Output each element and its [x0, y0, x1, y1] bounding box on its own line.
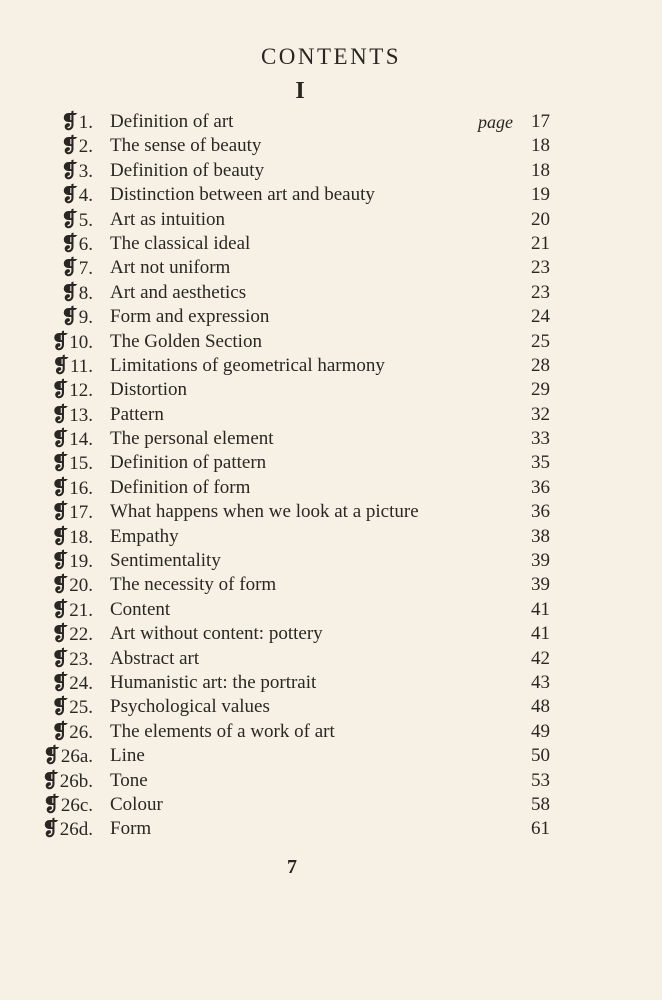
toc-entry-number: 26a. — [60, 746, 93, 768]
toc-entry — [0, 232, 662, 256]
pilcrow-icon: ❡ — [51, 574, 69, 597]
toc-entry-title: Definition of form — [110, 476, 251, 498]
section-mark — [51, 476, 93, 501]
pilcrow-icon: ❡ — [60, 281, 78, 304]
toc-entry-number: 7. — [78, 258, 93, 280]
toc-entry-number: 4. — [78, 185, 93, 207]
toc-entry-title: The necessity of form — [110, 574, 277, 596]
section-mark — [51, 720, 93, 745]
pilcrow-icon: ❡ — [43, 793, 60, 816]
toc-entry-number: 3. — [78, 160, 93, 182]
pilcrow-icon: ❡ — [51, 550, 69, 573]
toc-entry-title: Definition of beauty — [110, 159, 265, 181]
toc-entry — [0, 793, 662, 817]
pilcrow-icon: ❡ — [51, 598, 69, 621]
toc-entry-number: 10. — [69, 331, 93, 353]
page-number: 7 — [287, 856, 297, 878]
toc-entry-page: 29 — [531, 379, 550, 401]
toc-entry-title: Definition of art — [110, 111, 234, 132]
section-mark — [61, 159, 93, 184]
section-mark — [61, 134, 93, 159]
toc-entry-title: Pattern — [110, 403, 164, 425]
pilcrow-icon: ❡ — [60, 257, 78, 280]
section-mark — [51, 573, 93, 598]
section-mark — [52, 354, 93, 379]
toc-entry-title: What happens when we look at a picture — [110, 501, 419, 523]
toc-entry-title: Limitations of geometrical harmony — [110, 354, 385, 376]
section-mark — [51, 451, 93, 476]
toc-entry — [0, 622, 662, 646]
toc-entry-number: 17. — [69, 502, 93, 524]
toc-entry-number: 19. — [69, 551, 93, 573]
toc-entry — [0, 671, 662, 695]
pilcrow-icon: ❡ — [60, 208, 78, 231]
pilcrow-icon: ❡ — [51, 647, 69, 670]
toc-entry-number: 8. — [78, 282, 93, 304]
toc-entry-number: 24. — [69, 672, 93, 694]
pilcrow-icon: ❡ — [60, 159, 78, 182]
toc-entry-page: 24 — [531, 306, 550, 328]
pilcrow-icon: ❡ — [51, 428, 69, 451]
toc-entry-page: 20 — [531, 208, 550, 230]
toc-entry — [0, 281, 662, 305]
section-mark — [61, 183, 93, 208]
toc-entry-title: Form and expression — [110, 306, 270, 328]
pilcrow-icon: ❡ — [41, 769, 59, 792]
toc-entry — [0, 647, 662, 671]
pilcrow-icon: ❡ — [60, 306, 78, 329]
toc-entry — [0, 134, 662, 158]
toc-entry-title: Content — [110, 598, 171, 620]
toc-entry — [0, 378, 662, 402]
toc-entry-number: 26c. — [60, 794, 93, 816]
pilcrow-icon: ❡ — [51, 476, 69, 499]
toc-entry-title: Colour — [110, 793, 163, 815]
section-mark — [51, 378, 93, 403]
table-of-contents — [0, 110, 662, 842]
toc-entry-number: 5. — [78, 209, 93, 231]
toc-entry-number: 12. — [69, 380, 93, 402]
section-mark — [42, 769, 93, 794]
pilcrow-icon: ❡ — [51, 452, 69, 475]
toc-entry — [0, 744, 662, 768]
toc-entry-page: 39 — [531, 574, 550, 596]
pilcrow-icon: ❡ — [51, 720, 69, 743]
toc-entry — [0, 403, 662, 427]
section-mark — [51, 525, 93, 550]
pilcrow-icon: ❡ — [51, 623, 69, 646]
toc-entry-page: 36 — [531, 476, 550, 498]
toc-entry — [0, 110, 662, 134]
toc-entry-number: 9. — [78, 307, 93, 329]
section-mark — [43, 744, 93, 769]
section-mark — [51, 647, 93, 672]
pilcrow-icon: ❡ — [52, 354, 69, 377]
toc-entry-number: 16. — [69, 477, 93, 499]
pilcrow-icon: ❡ — [51, 525, 69, 548]
section-mark — [42, 817, 93, 842]
toc-entry — [0, 159, 662, 183]
toc-entry — [0, 573, 662, 597]
section-mark — [43, 793, 93, 818]
section-mark — [61, 232, 93, 257]
toc-entry-title: Abstract art — [110, 647, 200, 669]
toc-entry — [0, 695, 662, 719]
section-mark — [51, 549, 93, 574]
toc-entry-number: 22. — [69, 624, 93, 646]
toc-entry-number: 25. — [69, 697, 93, 719]
toc-entry-page: 41 — [531, 623, 550, 645]
toc-entry-title: Form — [110, 818, 152, 840]
toc-entry-page: 61 — [531, 818, 550, 840]
toc-entry — [0, 525, 662, 549]
contents-heading: CONTENTS — [260, 44, 402, 69]
toc-entry-page: 36 — [531, 501, 550, 523]
toc-entry — [0, 451, 662, 475]
section-mark — [61, 208, 93, 233]
toc-entry-page: 50 — [531, 745, 550, 767]
toc-entry-title: The classical ideal — [110, 232, 251, 254]
toc-entry-title: Empathy — [110, 525, 179, 547]
toc-entry-title: Distortion — [110, 379, 188, 401]
pilcrow-icon: ❡ — [51, 330, 69, 353]
pilcrow-icon: ❡ — [60, 111, 78, 133]
section-mark — [61, 110, 93, 135]
pilcrow-icon: ❡ — [60, 184, 78, 207]
toc-entry — [0, 330, 662, 354]
section-mark — [61, 256, 93, 281]
section-mark — [51, 598, 93, 623]
toc-entry-page: 23 — [531, 281, 550, 303]
toc-entry-page: 39 — [531, 550, 550, 572]
toc-entry-page: 48 — [531, 696, 550, 718]
toc-entry-page: 17 — [531, 111, 550, 132]
toc-entry — [0, 598, 662, 622]
pilcrow-icon: ❡ — [51, 403, 69, 426]
pilcrow-icon: ❡ — [51, 671, 69, 694]
toc-entry-page: 18 — [531, 135, 550, 157]
toc-entry-number: 26. — [69, 721, 93, 743]
toc-entry-page: 19 — [531, 184, 550, 206]
toc-entry-page: 28 — [531, 354, 550, 376]
toc-entry-title: Humanistic art: the portrait — [110, 671, 317, 693]
toc-entry — [0, 305, 662, 329]
toc-entry-number: 26b. — [59, 770, 93, 792]
toc-entry-page: 23 — [531, 257, 550, 279]
toc-entry-page: 33 — [531, 428, 550, 450]
toc-entry-title: Art and aesthetics — [110, 281, 247, 303]
section-mark — [51, 427, 93, 452]
toc-entry-number: 14. — [69, 429, 93, 451]
toc-entry-number: 26d. — [59, 819, 93, 841]
toc-entry-number: 11. — [69, 355, 93, 377]
pilcrow-icon: ❡ — [51, 696, 69, 719]
toc-entry-page: 42 — [531, 647, 550, 669]
pilcrow-icon: ❡ — [41, 818, 59, 841]
pilcrow-icon: ❡ — [51, 501, 69, 524]
toc-entry-page: 18 — [531, 159, 550, 181]
toc-entry-page: 41 — [531, 598, 550, 620]
toc-entry-title: Line — [110, 745, 145, 767]
section-mark — [51, 695, 93, 720]
toc-entry-title: Definition of pattern — [110, 452, 267, 474]
toc-entry-page: 58 — [531, 793, 550, 815]
toc-entry-number: 1. — [78, 112, 93, 133]
toc-entry-number: 2. — [78, 136, 93, 158]
toc-entry-title: Art not uniform — [110, 257, 231, 279]
toc-entry-number: 6. — [78, 233, 93, 255]
toc-entry-title: Tone — [110, 769, 148, 791]
page-column-label: page — [478, 112, 513, 132]
toc-entry-number: 21. — [69, 599, 93, 621]
section-numeral: I — [295, 78, 305, 104]
toc-entry-title: The personal element — [110, 428, 274, 450]
toc-entry-title: The Golden Section — [110, 330, 262, 352]
toc-entry — [0, 500, 662, 524]
section-mark — [51, 403, 93, 428]
toc-entry-number: 20. — [69, 575, 93, 597]
toc-entry — [0, 427, 662, 451]
toc-entry-page: 35 — [531, 452, 550, 474]
section-mark — [61, 281, 93, 306]
toc-entry-title: Sentimentality — [110, 550, 221, 572]
toc-entry-page: 32 — [531, 403, 550, 425]
toc-entry-page: 21 — [531, 232, 550, 254]
toc-entry — [0, 354, 662, 378]
toc-entry-page: 38 — [531, 525, 550, 547]
pilcrow-icon: ❡ — [60, 232, 78, 255]
toc-entry-page: 49 — [531, 720, 550, 742]
toc-entry — [0, 769, 662, 793]
pilcrow-icon: ❡ — [51, 379, 69, 402]
section-mark — [51, 622, 93, 647]
toc-entry-title: The sense of beauty — [110, 135, 262, 157]
toc-entry-number: 18. — [69, 526, 93, 548]
toc-entry — [0, 208, 662, 232]
section-mark — [51, 671, 93, 696]
toc-entry — [0, 183, 662, 207]
toc-entry-number: 15. — [69, 453, 93, 475]
toc-entry-title: Psychological values — [110, 696, 270, 718]
toc-entry-number: 23. — [69, 648, 93, 670]
toc-entry — [0, 817, 662, 841]
section-mark — [51, 330, 93, 355]
pilcrow-icon: ❡ — [43, 745, 60, 768]
toc-entry-title: The elements of a work of art — [110, 720, 335, 742]
toc-entry — [0, 256, 662, 280]
toc-entry-title: Art without content: pottery — [110, 623, 323, 645]
section-mark — [61, 305, 93, 330]
toc-entry-title: Distinction between art and beauty — [110, 184, 375, 206]
toc-entry-page: 53 — [531, 769, 550, 791]
section-mark — [51, 500, 93, 525]
pilcrow-icon: ❡ — [60, 135, 78, 158]
toc-entry — [0, 720, 662, 744]
toc-entry-title: Art as intuition — [110, 208, 226, 230]
toc-entry-page: 43 — [531, 671, 550, 693]
toc-entry — [0, 549, 662, 573]
toc-entry — [0, 476, 662, 500]
toc-entry-page: 25 — [531, 330, 550, 352]
toc-entry-number: 13. — [69, 404, 93, 426]
